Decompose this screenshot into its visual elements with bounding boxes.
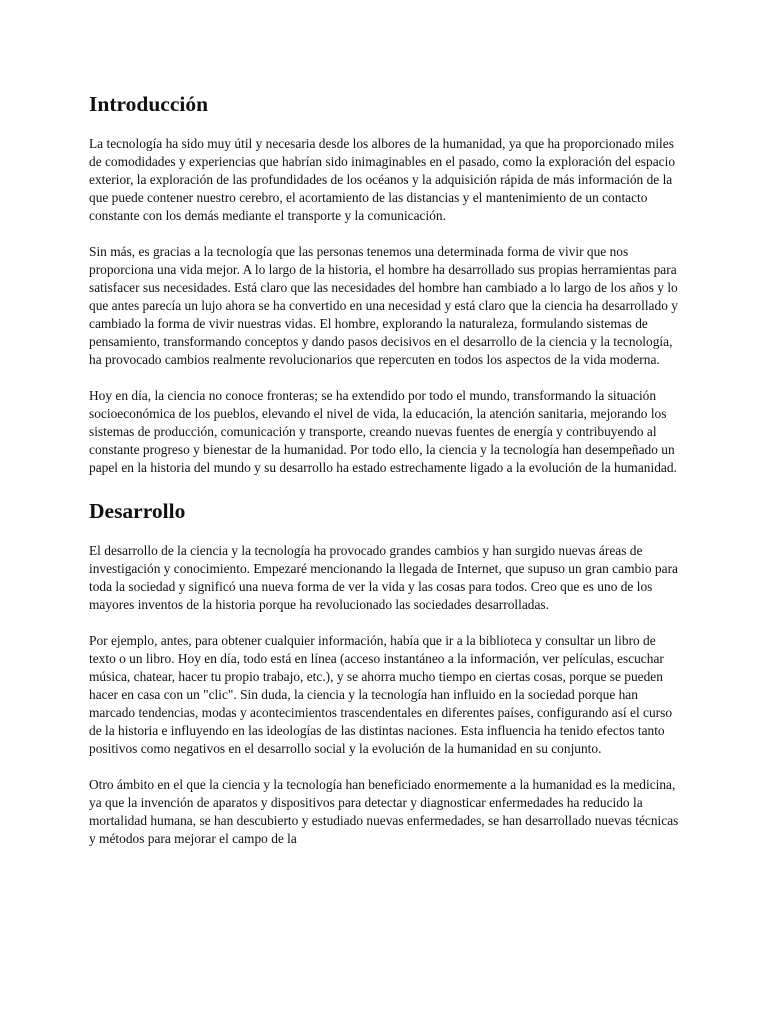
document-page: [89, 90, 685, 866]
intro-paragraph-2: Sin más, es gracias a la tecnología que las personas tenemos una determinada forma de vivir que nos proporciona una vida mejor. A lo largo de la historia, el hombre ha desarrollado sus propias herramientas para satisfacer sus necesidades. Está claro que las necesidades del hombre han cambiado a lo largo de los años y lo que antes parecía un lujo ahora se ha convertido en una necesidad y está claro que la ciencia ha desarrollado y cambiado la forma de vivir nuestras vidas. El hombre, explorando la naturaleza, formulando sistemas de pensamiento, transformando conceptos y dando pasos decisivos en el desarrollo de la ciencia y la tecnología, ha provocado cambios realmente revolucionarios que repercuten en todos los aspectos de la vida moderna.: [89, 244, 678, 367]
desarrollo-paragraph-2: Por ejemplo, antes, para obtener cualquier información, había que ir a la biblioteca y consultar un libro de texto o un libro. Hoy en día, todo está en línea (acceso instantáneo a la información, ver películas, escuchar música, chatear, hacer tu propio trabajo, etc.), y se ahorra mucho tiempo en ciertas cosas, porque se pueden hacer en casa con un "clic". Sin duda, la ciencia y la tecnología han influido en la sociedad porque han marcado tendencias, modas y acontecimientos trascendentales en diferentes países, configurando así el curso de la historia e influyendo en las ideologías de las distintas naciones. Esta influencia ha tenido efectos tanto positivos como negativos en el desarrollo social y la evolución de la humanidad en su conjunto.: [89, 633, 673, 756]
heading-desarrollo: Desarrollo: [89, 499, 186, 523]
intro-paragraph-3: Hoy en día, la ciencia no conoce fronteras; se ha extendido por todo el mundo, transformando la situación socioeconómica de los pueblos, elevando el nivel de vida, la educación, la atención sanitaria, mejorando los sistemas de producción, comunicación y transporte, creando nuevas fuentes de energía y contribuyendo al constante progreso y bienestar de la humanidad. Por todo ello, la ciencia y la tecnología han desempeñado un papel en la historia del mundo y su desarrollo ha estado estrechamente ligado a la evolución de la humanidad.: [89, 388, 677, 475]
intro-paragraph-1: La tecnología ha sido muy útil y necesaria desde los albores de la humanidad, ya que ha proporcionado miles de comodidades y experiencias que habrían sido inimaginables en el pasado, como la exploración del espacio exterior, la exploración de las profundidades de los océanos y la adquisición rápida de más información de la que puede contener nuestro cerebro, el acortamiento de las distancias y el mantenimiento de un contacto constante con los demás mediante el transporte y la comunicación.: [89, 136, 676, 223]
desarrollo-paragraph-3: Otro ámbito en el que la ciencia y la tecnología han beneficiado enormemente a la humanidad es la medicina, ya que la invención de aparatos y dispositivos para detectar y diagnosticar enfermedades ha reducido la mortalidad humana, se han descubierto y estudiado nuevas enfermedades, se han desarrollado nuevas técnicas y métodos para mejorar el campo de la: [89, 777, 679, 846]
heading-introduccion: Introducción: [89, 92, 209, 116]
desarrollo-paragraph-1: El desarrollo de la ciencia y la tecnología ha provocado grandes cambios y han surgido nuevas áreas de investigación y conocimiento. Empezaré mencionando la llegada de Internet, que supuso un gran cambio para toda la sociedad y significó una nueva forma de ver la vida y las cosas para todos. Creo que es uno de los mayores inventos de la historia porque ha revolucionado las sociedades desarrolladas.: [89, 543, 678, 612]
